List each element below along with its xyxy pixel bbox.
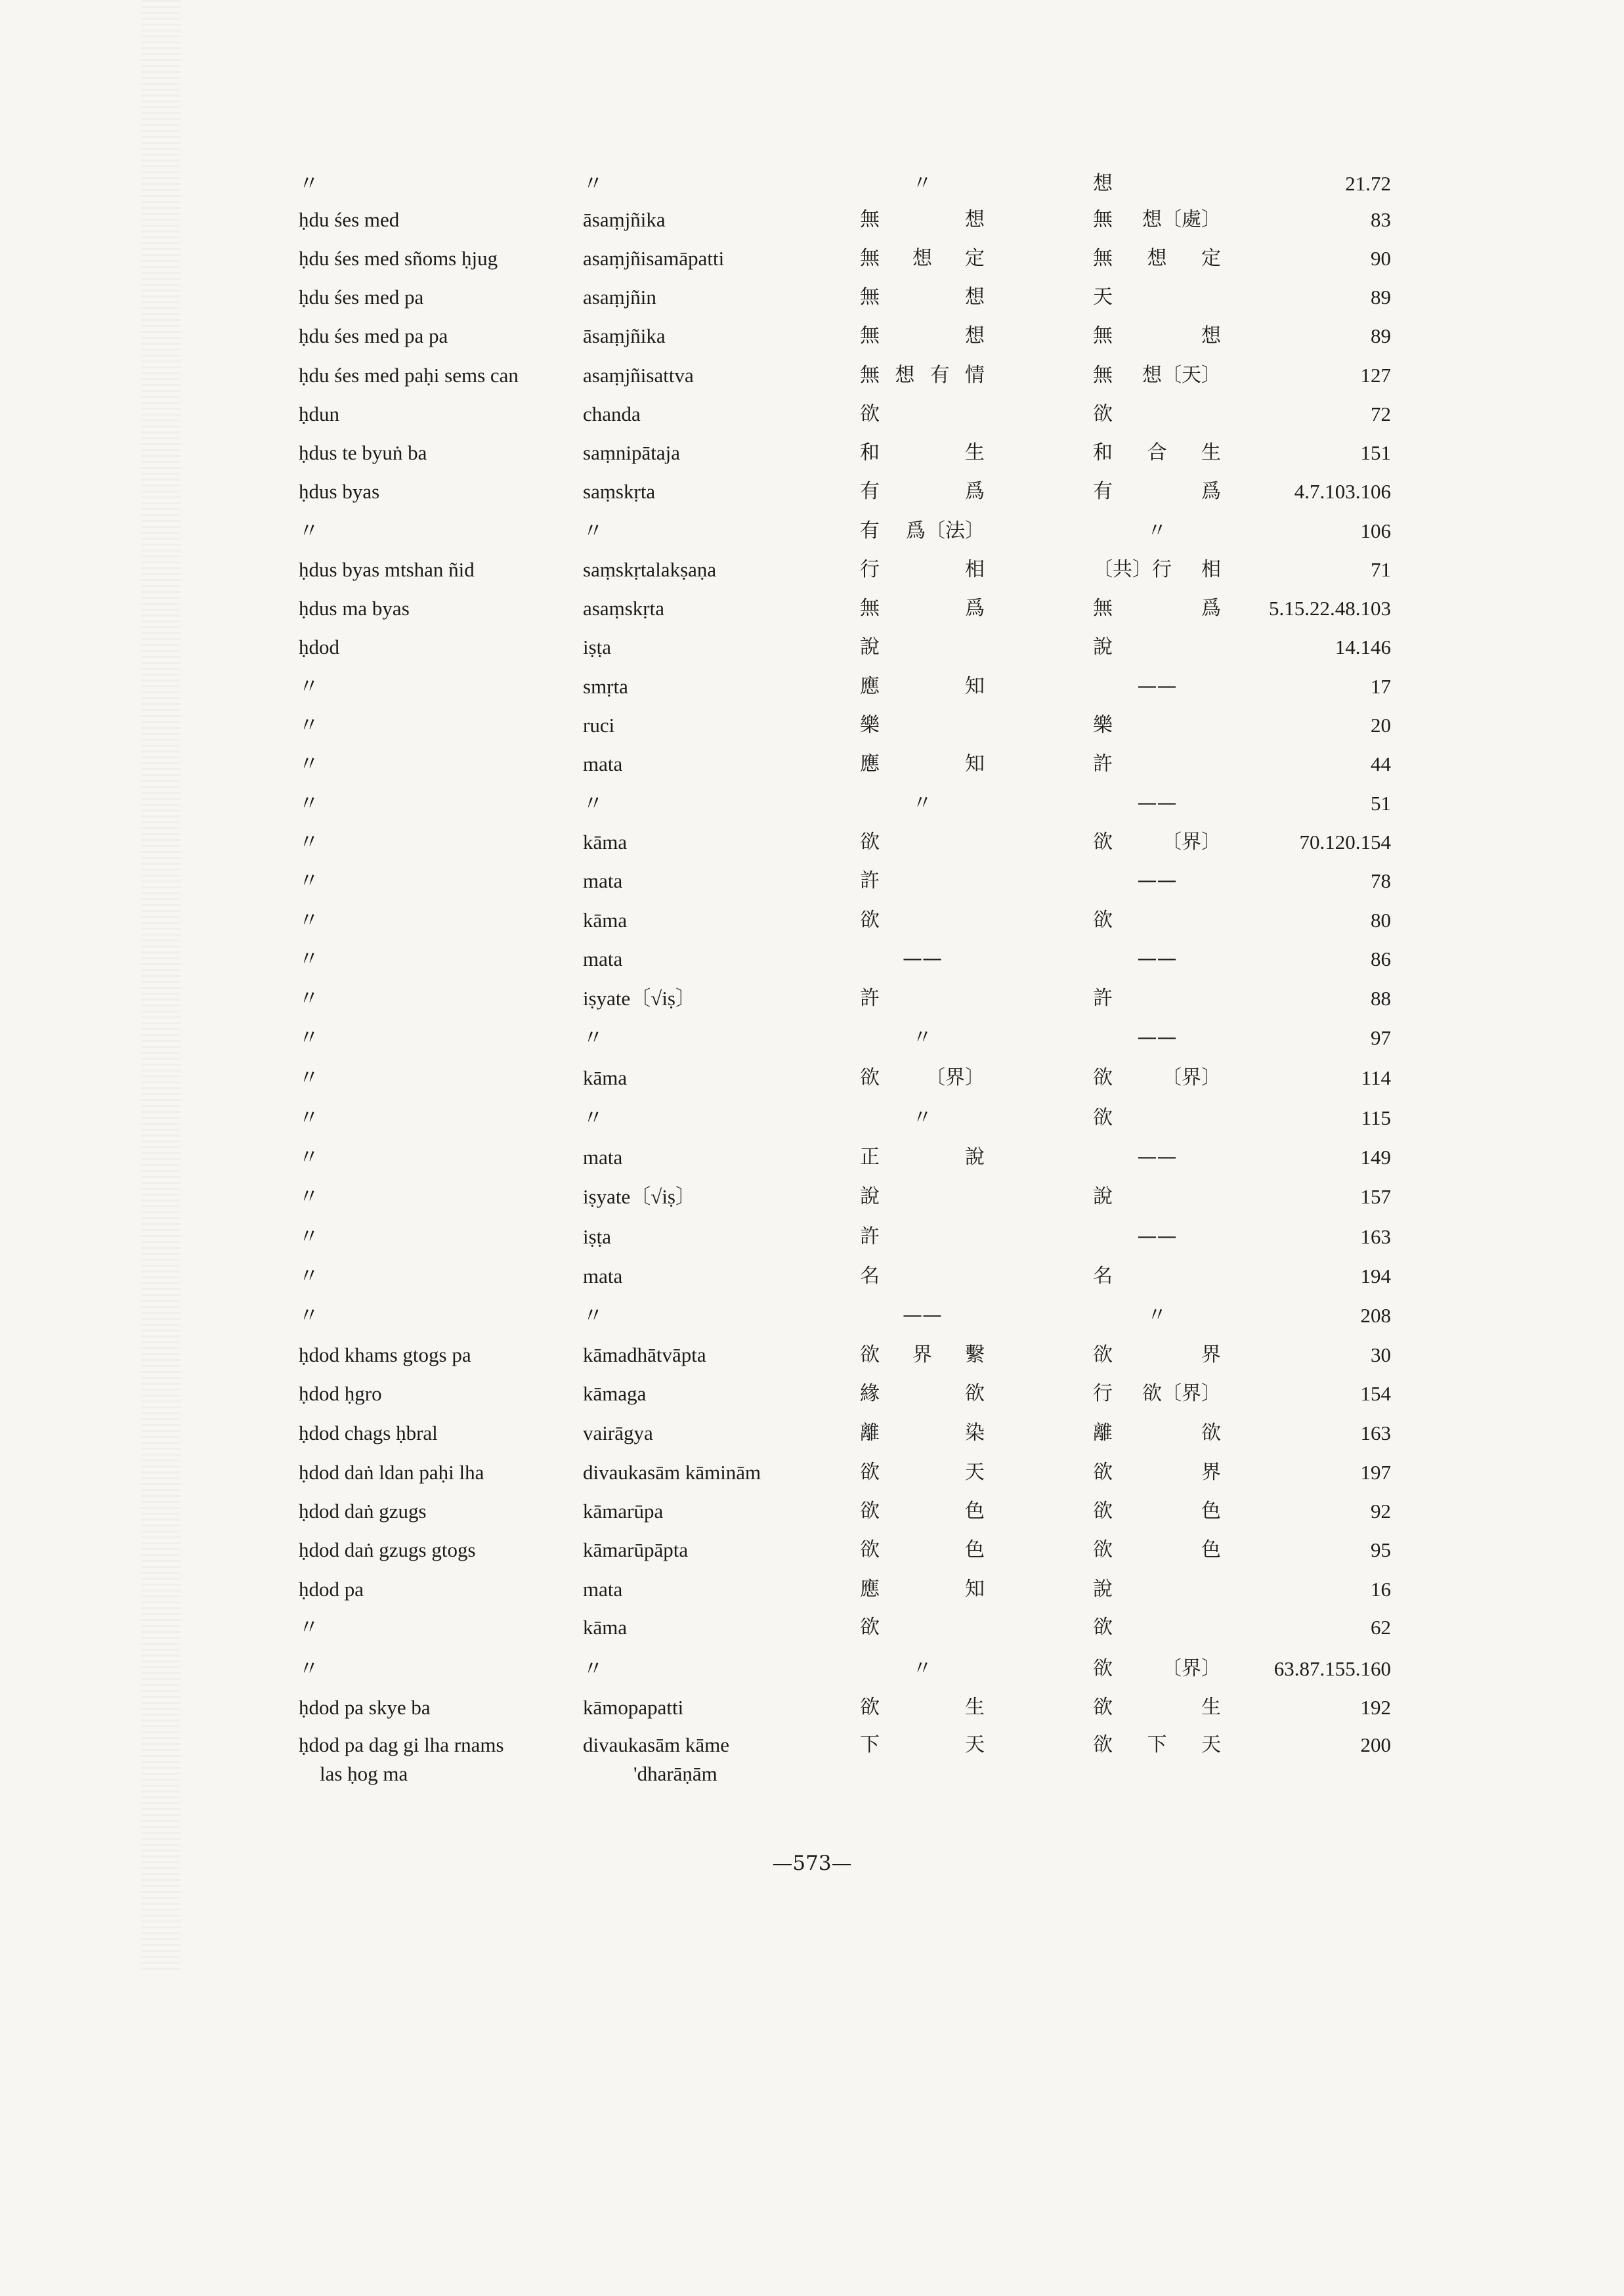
tibetan-term: ḥdod khams gtogs pa	[299, 1343, 471, 1366]
sanskrit-term: mata	[583, 752, 623, 775]
index-row	[0, 1104, 1624, 1143]
chinese-term-paramartha: 許	[1093, 987, 1113, 1010]
tibetan-term: 〃	[299, 1616, 319, 1639]
index-row	[0, 1341, 1624, 1380]
tibetan-term: ḥdu śes med pa	[299, 286, 424, 309]
chinese-term-xuanzang: 欲	[860, 1616, 880, 1639]
index-row	[0, 1064, 1624, 1103]
chinese-term-paramartha: 行 欲〔界〕	[1093, 1382, 1221, 1405]
reference-number: 14.146	[1335, 636, 1391, 659]
reference-number: 80	[1371, 909, 1391, 932]
chinese-term-xuanzang: 〃	[912, 1106, 932, 1129]
chinese-term-paramartha: 和 合 生	[1093, 441, 1221, 464]
reference-number: 71	[1371, 558, 1391, 581]
chinese-term-xuanzang: 無 想	[860, 324, 985, 347]
reference-number: 149	[1360, 1146, 1391, 1169]
reference-number: 44	[1371, 752, 1391, 775]
reference-number: 4.7.103.106	[1294, 480, 1391, 503]
chinese-term-xuanzang: 正 說	[860, 1146, 985, 1169]
index-row	[0, 1182, 1624, 1222]
sanskrit-term: asaṃjñisattva	[583, 364, 694, 387]
sanskrit-term: kāmarūpāpta	[583, 1538, 689, 1561]
tibetan-term: ḥdod daṅ gzugs	[299, 1500, 427, 1523]
chinese-term-paramartha: 〃	[1147, 519, 1167, 542]
reference-number: 88	[1371, 987, 1391, 1010]
sanskrit-term: mata	[583, 869, 623, 892]
index-row	[0, 672, 1624, 712]
chinese-term-paramartha: 〔共〕行 相	[1093, 558, 1221, 581]
chinese-term-xuanzang: 行 相	[860, 558, 985, 581]
index-row	[0, 1379, 1624, 1419]
chinese-term-paramartha: 無 想 定	[1093, 247, 1221, 270]
tibetan-term: ḥdod daṅ gzugs gtogs	[299, 1538, 476, 1561]
chinese-term-xuanzang: 緣 欲	[860, 1382, 985, 1405]
reference-number: 89	[1371, 324, 1391, 347]
chinese-term-paramartha: ——	[1137, 1026, 1177, 1049]
chinese-term-paramartha: 許	[1093, 752, 1113, 775]
tibetan-term: 〃	[299, 1265, 319, 1288]
sanskrit-term: asaṃjñisamāpatti	[583, 247, 725, 270]
sanskrit-term: 〃	[583, 1106, 603, 1129]
chinese-term-xuanzang: 〃	[912, 172, 932, 195]
tibetan-term: ḥdod pa	[299, 1578, 364, 1601]
index-row	[0, 517, 1624, 556]
page-number: —573—	[772, 1852, 852, 1875]
sanskrit-term: 〃	[583, 1304, 603, 1327]
index-row	[0, 984, 1624, 1024]
chinese-term-paramartha: 欲	[1093, 1106, 1113, 1129]
sanskrit-term: mata	[583, 947, 623, 970]
chinese-term-paramartha: ——	[1137, 792, 1177, 815]
chinese-term-paramartha: 說	[1093, 1578, 1113, 1601]
chinese-term-xuanzang: 應 知	[860, 752, 985, 775]
index-row	[0, 1613, 1624, 1653]
chinese-term-xuanzang: 許	[860, 869, 880, 892]
chinese-term-paramartha: 欲	[1093, 909, 1113, 932]
sanskrit-term: kāmaga	[583, 1382, 647, 1405]
sanskrit-term: iṣyate〔√iṣ〕	[583, 987, 696, 1010]
index-row	[0, 361, 1624, 401]
tibetan-term: 〃	[299, 675, 319, 698]
tibetan-term: 〃	[299, 1225, 319, 1248]
reference-number: 192	[1360, 1696, 1391, 1719]
tibetan-term: ḥdu śes med pa pa	[299, 324, 448, 347]
chinese-term-xuanzang: 欲 色	[860, 1500, 985, 1523]
tibetan-term: ḥdod chags ḥbral	[299, 1421, 438, 1444]
tibetan-term: 〃	[299, 1657, 319, 1680]
index-row	[0, 1223, 1624, 1262]
tibetan-term: 〃	[299, 519, 319, 542]
tibetan-term: ḥdus byas	[299, 480, 380, 503]
chinese-term-paramartha: 無 想	[1093, 324, 1221, 347]
tibetan-term: 〃	[299, 1185, 319, 1208]
tibetan-term: 〃	[299, 1066, 319, 1089]
tibetan-term: ḥdod pa skye ba	[299, 1696, 431, 1719]
chinese-term-paramartha: 想	[1093, 172, 1113, 195]
reference-number: 63.87.155.160	[1273, 1657, 1391, 1680]
tibetan-term: 〃	[299, 792, 319, 815]
chinese-term-xuanzang: 無 想 定	[860, 247, 985, 270]
sanskrit-term: divaukasām kāminām	[583, 1461, 761, 1484]
chinese-term-paramartha: 欲 界	[1093, 1461, 1221, 1484]
reference-number: 151	[1360, 441, 1391, 464]
chinese-term-xuanzang: 說	[860, 1185, 880, 1208]
tibetan-term: 〃	[299, 1146, 319, 1169]
chinese-term-xuanzang: 說	[860, 636, 880, 659]
sanskrit-term: iṣṭa	[583, 636, 612, 659]
reference-number: 16	[1371, 1578, 1391, 1601]
chinese-term-xuanzang: 許	[860, 1225, 880, 1248]
chinese-term-xuanzang: 無 爲	[860, 597, 985, 620]
chinese-term-xuanzang: 欲 界 繫	[860, 1343, 985, 1366]
index-row	[0, 322, 1624, 361]
chinese-term-xuanzang: 離 染	[860, 1421, 985, 1444]
reference-number: 197	[1360, 1461, 1391, 1484]
chinese-term-xuanzang: 名	[860, 1265, 880, 1288]
sanskrit-term: divaukasām kāme	[583, 1733, 729, 1756]
reference-number: 115	[1361, 1106, 1391, 1129]
index-row	[0, 169, 1624, 209]
index-row	[0, 750, 1624, 789]
reference-number: 62	[1371, 1616, 1391, 1639]
sanskrit-term: saṃskṛta	[583, 480, 656, 503]
sanskrit-term: kāma	[583, 1616, 628, 1639]
index-row	[0, 1731, 1624, 1796]
chinese-term-xuanzang: 欲 天	[860, 1461, 985, 1484]
chinese-term-paramartha: 欲 〔界〕	[1093, 1657, 1221, 1680]
chinese-term-xuanzang: ——	[903, 1304, 942, 1327]
index-row	[0, 789, 1624, 829]
reference-number: 89	[1371, 286, 1391, 309]
chinese-term-paramartha: 欲	[1093, 402, 1113, 425]
chinese-term-xuanzang: 欲	[860, 909, 880, 932]
index-row	[0, 945, 1624, 984]
chinese-term-paramartha: ——	[1137, 1225, 1177, 1248]
tibetan-term: ḥdod	[299, 636, 339, 659]
chinese-term-xuanzang: 欲	[860, 831, 880, 854]
reference-number: 163	[1360, 1421, 1391, 1444]
chinese-term-xuanzang: 下 天	[860, 1733, 985, 1756]
chinese-term-paramartha: 欲 生	[1093, 1696, 1221, 1719]
reference-number: 86	[1371, 947, 1391, 970]
sanskrit-term: saṃnipātaja	[583, 441, 681, 464]
tibetan-term: 〃	[299, 714, 319, 737]
tibetan-term: 〃	[299, 752, 319, 775]
reference-number: 78	[1371, 869, 1391, 892]
index-row	[0, 1575, 1624, 1614]
chinese-term-paramartha: ——	[1137, 1146, 1177, 1169]
tibetan-term: 〃	[299, 1106, 319, 1129]
index-row	[0, 1262, 1624, 1301]
sanskrit-term: vairāgya	[583, 1421, 653, 1444]
sanskrit-term: asaṃjñin	[583, 286, 656, 309]
index-row	[0, 555, 1624, 595]
index-row	[0, 594, 1624, 634]
chinese-term-xuanzang: 無 想	[860, 286, 985, 309]
tibetan-term: 〃	[299, 869, 319, 892]
tibetan-term: ḥdod pa dag gi lha rnams	[299, 1733, 504, 1756]
reference-number: 92	[1371, 1500, 1391, 1523]
reference-number: 127	[1360, 364, 1391, 387]
index-row	[0, 1143, 1624, 1182]
chinese-term-xuanzang: 無 想	[860, 208, 985, 231]
index-row	[0, 828, 1624, 867]
reference-number: 97	[1371, 1026, 1391, 1049]
chinese-term-paramartha: 欲 界	[1093, 1343, 1221, 1366]
reference-number: 200	[1360, 1733, 1391, 1756]
tibetan-term: ḥdod daṅ ldan paḥi lha	[299, 1461, 484, 1484]
chinese-term-paramartha: 無 想〔天〕	[1093, 364, 1221, 387]
chinese-term-paramartha: 欲 〔界〕	[1093, 1066, 1221, 1089]
chinese-term-xuanzang: 欲 色	[860, 1538, 985, 1561]
chinese-term-paramartha: 說	[1093, 636, 1113, 659]
sanskrit-term: mata	[583, 1265, 623, 1288]
tibetan-term: ḥdu śes med paḥi sems can	[299, 364, 519, 387]
chinese-term-xuanzang: ——	[903, 947, 942, 970]
reference-number: 95	[1371, 1538, 1391, 1561]
chinese-term-paramartha: 樂	[1093, 714, 1113, 737]
index-row	[0, 906, 1624, 945]
sanskrit-term: 〃	[583, 1026, 603, 1049]
index-row	[0, 1693, 1624, 1733]
sanskrit-term: āsaṃjñika	[583, 208, 666, 231]
chinese-term-xuanzang: 〃	[912, 1026, 932, 1049]
sanskrit-term: ruci	[583, 714, 615, 737]
chinese-term-paramartha: 名	[1093, 1265, 1113, 1288]
reference-number: 106	[1360, 519, 1391, 542]
tibetan-term: 〃	[299, 909, 319, 932]
chinese-term-paramartha: 欲 〔界〕	[1093, 831, 1221, 854]
reference-number: 20	[1371, 714, 1391, 737]
chinese-term-xuanzang: 欲	[860, 402, 880, 425]
tibetan-term: ḥdus byas mtshan ñid	[299, 558, 475, 581]
index-row	[0, 400, 1624, 439]
index-row	[0, 1458, 1624, 1498]
tibetan-term: ḥdus te byuṅ ba	[299, 441, 427, 464]
tibetan-term: 〃	[299, 831, 319, 854]
sanskrit-term: 〃	[583, 172, 603, 195]
tibetan-term: 〃	[299, 1026, 319, 1049]
sanskrit-term: iṣṭa	[583, 1225, 612, 1248]
reference-number: 72	[1371, 402, 1391, 425]
tibetan-term: ḥdun	[299, 402, 339, 425]
index-row	[0, 206, 1624, 245]
chinese-term-xuanzang: 許	[860, 987, 880, 1010]
sanskrit-term: 〃	[583, 519, 603, 542]
chinese-term-paramartha: 欲 色	[1093, 1538, 1221, 1561]
sanskrit-term: kāmadhātvāpta	[583, 1343, 706, 1366]
sanskrit-term: saṃskṛtalakṣaṇa	[583, 558, 717, 581]
sanskrit-term: chanda	[583, 402, 641, 425]
reference-number: 70.120.154	[1299, 831, 1391, 854]
chinese-term-paramartha: 有 爲	[1093, 480, 1221, 503]
index-row	[0, 477, 1624, 517]
chinese-term-xuanzang: 欲 〔界〕	[860, 1066, 985, 1089]
chinese-term-paramartha: 欲 色	[1093, 1500, 1221, 1523]
reference-number: 21.72	[1345, 172, 1391, 195]
chinese-term-paramartha: 天	[1093, 286, 1113, 309]
sanskrit-term: iṣyate〔√iṣ〕	[583, 1185, 696, 1208]
sanskrit-term: kāmarūpa	[583, 1500, 664, 1523]
chinese-term-paramartha: 欲	[1093, 1616, 1113, 1639]
chinese-term-xuanzang: 有 爲	[860, 480, 985, 503]
sanskrit-term: 〃	[583, 792, 603, 815]
reference-number: 30	[1371, 1343, 1391, 1366]
reference-number: 5.15.22.48.103	[1269, 597, 1391, 620]
reference-number: 51	[1371, 792, 1391, 815]
chinese-term-paramartha: ——	[1137, 947, 1177, 970]
reference-number: 194	[1360, 1265, 1391, 1288]
reference-number: 17	[1371, 675, 1391, 698]
chinese-term-xuanzang: 和 生	[860, 441, 985, 464]
chinese-term-xuanzang: 欲 生	[860, 1696, 985, 1719]
tibetan-term: ḥdu śes med sñoms ḥjug	[299, 247, 498, 270]
tibetan-term-continuation: las ḥog ma	[320, 1762, 408, 1785]
index-row	[0, 1024, 1624, 1063]
chinese-term-xuanzang: 應 知	[860, 1578, 985, 1601]
chinese-term-paramartha: 欲 下 天	[1093, 1733, 1221, 1756]
sanskrit-term-continuation: 'dharāṇām	[633, 1762, 717, 1785]
chinese-term-paramartha: 離 欲	[1093, 1421, 1221, 1444]
sanskrit-term: āsaṃjñika	[583, 324, 666, 347]
index-row	[0, 283, 1624, 322]
index-row	[0, 439, 1624, 478]
sanskrit-term: 〃	[583, 1657, 603, 1680]
chinese-term-paramartha: ——	[1137, 869, 1177, 892]
chinese-term-xuanzang: 〃	[912, 1657, 932, 1680]
chinese-term-paramartha: ——	[1137, 675, 1177, 698]
reference-number: 114	[1361, 1066, 1391, 1089]
chinese-term-paramartha: 無 爲	[1093, 597, 1221, 620]
tibetan-term: 〃	[299, 1304, 319, 1327]
chinese-term-xuanzang: 無 想 有 情	[860, 364, 985, 387]
chinese-term-xuanzang: 有 爲〔法〕	[860, 519, 985, 542]
tibetan-term: ḥdod ḥgro	[299, 1382, 382, 1405]
tibetan-term: ḥdu śes med	[299, 208, 400, 231]
reference-number: 90	[1371, 247, 1391, 270]
sanskrit-term: kāmopapatti	[583, 1696, 684, 1719]
reference-number: 83	[1371, 208, 1391, 231]
sanskrit-term: kāma	[583, 909, 628, 932]
chinese-term-xuanzang: 樂	[860, 714, 880, 737]
chinese-term-xuanzang: 〃	[912, 792, 932, 815]
index-row	[0, 1419, 1624, 1458]
reference-number: 208	[1360, 1304, 1391, 1327]
chinese-term-paramartha: 無 想〔處〕	[1093, 208, 1221, 231]
reference-number: 163	[1360, 1225, 1391, 1248]
sanskrit-term: kāma	[583, 1066, 628, 1089]
chinese-term-paramartha: 說	[1093, 1185, 1113, 1208]
index-row	[0, 244, 1624, 284]
index-row	[0, 1497, 1624, 1536]
sanskrit-term: kāma	[583, 831, 628, 854]
tibetan-term: 〃	[299, 172, 319, 195]
index-row	[0, 1301, 1624, 1341]
sanskrit-term: mata	[583, 1578, 623, 1601]
tibetan-term: 〃	[299, 947, 319, 970]
tibetan-term: ḥdus ma byas	[299, 597, 410, 620]
index-row	[0, 633, 1624, 672]
index-row	[0, 1655, 1624, 1694]
index-row	[0, 711, 1624, 750]
sanskrit-term: mata	[583, 1146, 623, 1169]
index-row	[0, 867, 1624, 906]
reference-number: 157	[1360, 1185, 1391, 1208]
sanskrit-term: smṛta	[583, 675, 628, 698]
reference-number: 154	[1360, 1382, 1391, 1405]
chinese-term-xuanzang: 應 知	[860, 675, 985, 698]
index-row	[0, 1536, 1624, 1575]
chinese-term-paramartha: 〃	[1147, 1304, 1167, 1327]
tibetan-term: 〃	[299, 987, 319, 1010]
sanskrit-term: asaṃskṛta	[583, 597, 664, 620]
